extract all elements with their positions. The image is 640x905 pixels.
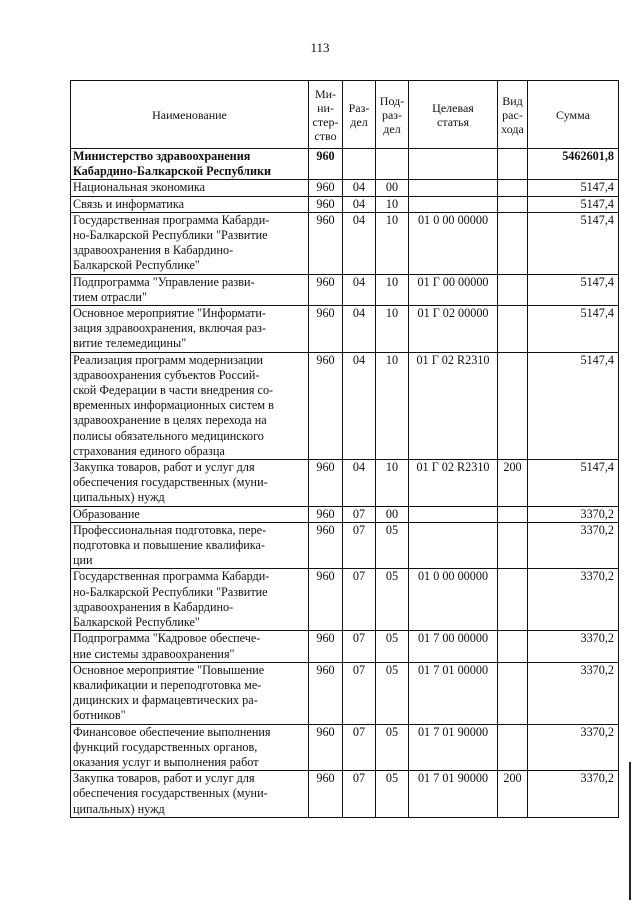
- row-name-line: ботников": [73, 708, 126, 723]
- row-ministry: 960: [309, 631, 343, 662]
- row-sum: 5147,4: [528, 460, 619, 507]
- header-subsection-line: Под-: [379, 93, 405, 108]
- row-name: [71, 212, 309, 274]
- row-expense: [498, 274, 528, 305]
- header-row: [71, 81, 619, 149]
- row-section: 04: [343, 212, 376, 274]
- row-target: 01 Г 02 R2310: [409, 352, 498, 459]
- row-name-line: Министерство здравоохранения: [73, 149, 251, 163]
- row-section: 07: [343, 631, 376, 662]
- row-section: 07: [343, 569, 376, 631]
- row-section: 07: [343, 771, 376, 818]
- row-name-line: здравоохранение в целях перехода на: [73, 413, 267, 428]
- row-sum: 3370,2: [528, 631, 619, 662]
- row-name-line: квалификации и переподготовка ме-: [73, 677, 262, 692]
- row-sum: 5147,4: [528, 306, 619, 353]
- row-name-line: Балкарской Республике": [73, 258, 200, 273]
- row-sum: 3370,2: [528, 662, 619, 724]
- table-row: [71, 149, 619, 180]
- row-subsection: 10: [376, 274, 409, 305]
- row-subsection: 10: [376, 212, 409, 274]
- header-section-line: дел: [350, 114, 368, 129]
- row-name-line: Подпрограмма "Управление разви-: [73, 274, 255, 289]
- row-target: 01 Г 02 00000: [409, 306, 498, 353]
- row-name: [71, 522, 309, 569]
- row-expense: [498, 522, 528, 569]
- row-expense: [498, 149, 528, 180]
- row-subsection: 05: [376, 662, 409, 724]
- row-expense: [498, 306, 528, 353]
- header-sum: Сумма: [528, 81, 619, 149]
- row-name-line: Образование: [73, 506, 140, 521]
- row-name-line: Финансовое обеспечение выполнения: [73, 724, 271, 739]
- row-target: [409, 180, 498, 196]
- row-subsection: 00: [376, 506, 409, 522]
- page-number: 113: [310, 40, 330, 55]
- row-name: [71, 196, 309, 212]
- row-name-line: функций государственных органов,: [73, 739, 258, 754]
- row-ministry: 960: [309, 352, 343, 459]
- row-name-line: ципальных) нужд: [73, 801, 165, 816]
- row-subsection: [376, 149, 409, 180]
- row-name-line: обеспечения государственных (муни-: [73, 475, 268, 490]
- row-name-line: здравоохранения в Кабардино-: [73, 599, 234, 614]
- table-row: [71, 631, 619, 662]
- row-section: 07: [343, 724, 376, 771]
- header-expense-line: Вид: [502, 93, 523, 108]
- row-name: [71, 274, 309, 305]
- table-row: [71, 212, 619, 274]
- row-target: 01 0 00 00000: [409, 569, 498, 631]
- row-target: [409, 506, 498, 522]
- row-sum: 3370,2: [528, 771, 619, 818]
- row-expense: 200: [498, 771, 528, 818]
- row-name: [71, 724, 309, 771]
- row-sum: 5462601,8: [528, 149, 619, 180]
- row-ministry: 960: [309, 212, 343, 274]
- row-ministry: 960: [309, 662, 343, 724]
- table-row: [71, 771, 619, 818]
- row-expense: 200: [498, 460, 528, 507]
- row-name-line: дицинских и фармацевтических ра-: [73, 693, 258, 708]
- row-name-line: Закупка товаров, работ и услуг для: [73, 460, 255, 475]
- row-sum: 5147,4: [528, 180, 619, 196]
- row-ministry: 960: [309, 724, 343, 771]
- row-sum: 3370,2: [528, 506, 619, 522]
- table-row: [71, 506, 619, 522]
- row-subsection: 05: [376, 771, 409, 818]
- row-name: [71, 662, 309, 724]
- header-section: [343, 81, 376, 149]
- row-expense: [498, 196, 528, 212]
- row-name-line: ципальных) нужд: [73, 490, 165, 505]
- row-name-line: ской Федерации в части внедрения со-: [73, 383, 274, 398]
- table-row: [71, 724, 619, 771]
- row-target: 01 Г 02 R2310: [409, 460, 498, 507]
- row-name-line: но-Балкарской Республики "Развитие: [73, 584, 268, 599]
- row-ministry: 960: [309, 180, 343, 196]
- row-subsection: 05: [376, 631, 409, 662]
- table-row: [71, 196, 619, 212]
- row-name-line: Закупка товаров, работ и услуг для: [73, 771, 255, 786]
- row-target: [409, 149, 498, 180]
- row-sum: 5147,4: [528, 352, 619, 459]
- row-ministry: 960: [309, 306, 343, 353]
- row-name-line: здравоохранения в Кабардино-: [73, 243, 234, 258]
- row-name-line: Профессиональная подготовка, пере-: [73, 522, 267, 537]
- header-ministry-line: ство: [314, 128, 337, 143]
- table-row: [71, 180, 619, 196]
- row-ministry: 960: [309, 460, 343, 507]
- row-expense: [498, 662, 528, 724]
- row-section: 04: [343, 352, 376, 459]
- row-name-line: Подпрограмма "Кадровое обеспече-: [73, 631, 261, 646]
- row-name-line: ции: [73, 553, 93, 568]
- row-expense: [498, 631, 528, 662]
- table-row: [71, 306, 619, 353]
- header-target-line: Целевая: [432, 100, 474, 115]
- row-target: 01 Г 00 00000: [409, 274, 498, 305]
- row-name-line: Балкарской Республике": [73, 615, 200, 630]
- row-target: 01 0 00 00000: [409, 212, 498, 274]
- row-name: [71, 460, 309, 507]
- header-target: [409, 81, 498, 149]
- header-section-line: Раз-: [348, 100, 370, 115]
- row-section: 07: [343, 506, 376, 522]
- row-sum: 5147,4: [528, 212, 619, 274]
- row-target: 01 7 01 90000: [409, 724, 498, 771]
- header-ministry-line: стер-: [312, 114, 339, 129]
- row-sum: 3370,2: [528, 569, 619, 631]
- row-subsection: 05: [376, 724, 409, 771]
- row-target: [409, 522, 498, 569]
- row-name: [71, 631, 309, 662]
- row-name: [71, 306, 309, 353]
- row-subsection: 05: [376, 569, 409, 631]
- row-subsection: 10: [376, 306, 409, 353]
- row-name-line: зация здравоохранения, включая раз-: [73, 321, 267, 336]
- row-section: 04: [343, 196, 376, 212]
- row-subsection: 10: [376, 196, 409, 212]
- row-target: 01 7 00 00000: [409, 631, 498, 662]
- row-sum: 3370,2: [528, 522, 619, 569]
- row-ministry: 960: [309, 771, 343, 818]
- row-expense: [498, 569, 528, 631]
- row-name: [71, 149, 309, 180]
- row-expense: [498, 506, 528, 522]
- row-name: [71, 771, 309, 818]
- row-target: 01 7 01 90000: [409, 771, 498, 818]
- header-target-line: статья: [437, 114, 469, 129]
- row-target: 01 7 01 00000: [409, 662, 498, 724]
- row-ministry: 960: [309, 196, 343, 212]
- row-ministry: 960: [309, 569, 343, 631]
- header-expense: [498, 81, 528, 149]
- row-sum: 5147,4: [528, 274, 619, 305]
- row-section: 04: [343, 306, 376, 353]
- row-name-line: витие телемедицины": [73, 336, 187, 351]
- row-name-line: обеспечения государственных (муни-: [73, 786, 268, 801]
- table-body: [71, 149, 619, 818]
- row-subsection: 10: [376, 460, 409, 507]
- row-expense: [498, 352, 528, 459]
- row-name: [71, 352, 309, 459]
- row-section: 04: [343, 460, 376, 507]
- row-expense: [498, 180, 528, 196]
- row-name-line: Основное мероприятие "Информати-: [73, 306, 266, 321]
- row-name-line: Государственная программа Кабарди-: [73, 569, 270, 584]
- row-subsection: 10: [376, 352, 409, 459]
- row-name-line: тием отрасли": [73, 289, 147, 304]
- row-name-line: полисы обязательного медицинского: [73, 428, 264, 443]
- budget-table: [70, 80, 619, 818]
- table-row: [71, 662, 619, 724]
- row-name-line: подготовка и повышение квалифика-: [73, 538, 265, 553]
- row-name-line: оказания услуг и выполнения работ: [73, 754, 259, 769]
- row-section: [343, 149, 376, 180]
- row-name-line: Связь и информатика: [73, 196, 184, 211]
- row-name-line: Национальная экономика: [73, 180, 206, 195]
- header-ministry: [309, 81, 343, 149]
- row-section: 07: [343, 522, 376, 569]
- row-ministry: 960: [309, 522, 343, 569]
- row-sum: 5147,4: [528, 196, 619, 212]
- row-name: [71, 569, 309, 631]
- row-name-line: Кабардино-Балкарской Республики: [73, 164, 272, 179]
- header-subsection-line: раз-: [381, 107, 403, 122]
- row-ministry: 960: [309, 274, 343, 305]
- row-target: [409, 196, 498, 212]
- header-ministry-line: ни-: [317, 100, 334, 115]
- row-sum: 3370,2: [528, 724, 619, 771]
- header-expense-line: хода: [501, 121, 524, 136]
- row-section: 07: [343, 662, 376, 724]
- header-ministry-line: Ми-: [314, 86, 337, 101]
- row-subsection: 05: [376, 522, 409, 569]
- row-ministry: 960: [309, 506, 343, 522]
- row-name-line: Основное мероприятие "Повышение: [73, 662, 265, 677]
- table-row: [71, 522, 619, 569]
- row-name-line: ние системы здравоохранения": [73, 646, 235, 661]
- row-name: [71, 506, 309, 522]
- row-subsection: 00: [376, 180, 409, 196]
- header-name: Наименование: [71, 81, 309, 149]
- row-expense: [498, 724, 528, 771]
- table-row: [71, 352, 619, 459]
- row-name-line: но-Балкарской Республики "Развитие: [73, 228, 268, 243]
- row-section: 04: [343, 180, 376, 196]
- row-name-line: Реализация программ модернизации: [73, 352, 263, 367]
- margin-rule: [629, 762, 631, 900]
- table-row: [71, 460, 619, 507]
- row-name: [71, 180, 309, 196]
- row-section: 04: [343, 274, 376, 305]
- header-subsection: [376, 81, 409, 149]
- table-row: [71, 569, 619, 631]
- row-name-line: здравоохранения субъектов Россий-: [73, 367, 260, 382]
- header-subsection-line: дел: [383, 121, 401, 136]
- table-row: [71, 274, 619, 305]
- row-name-line: страхования единого образца: [73, 443, 225, 458]
- row-name-line: Государственная программа Кабарди-: [73, 212, 270, 227]
- row-name-line: временных информационных систем в: [73, 398, 274, 413]
- row-ministry: 960: [309, 149, 343, 180]
- header-expense-line: рас-: [502, 107, 523, 122]
- row-expense: [498, 212, 528, 274]
